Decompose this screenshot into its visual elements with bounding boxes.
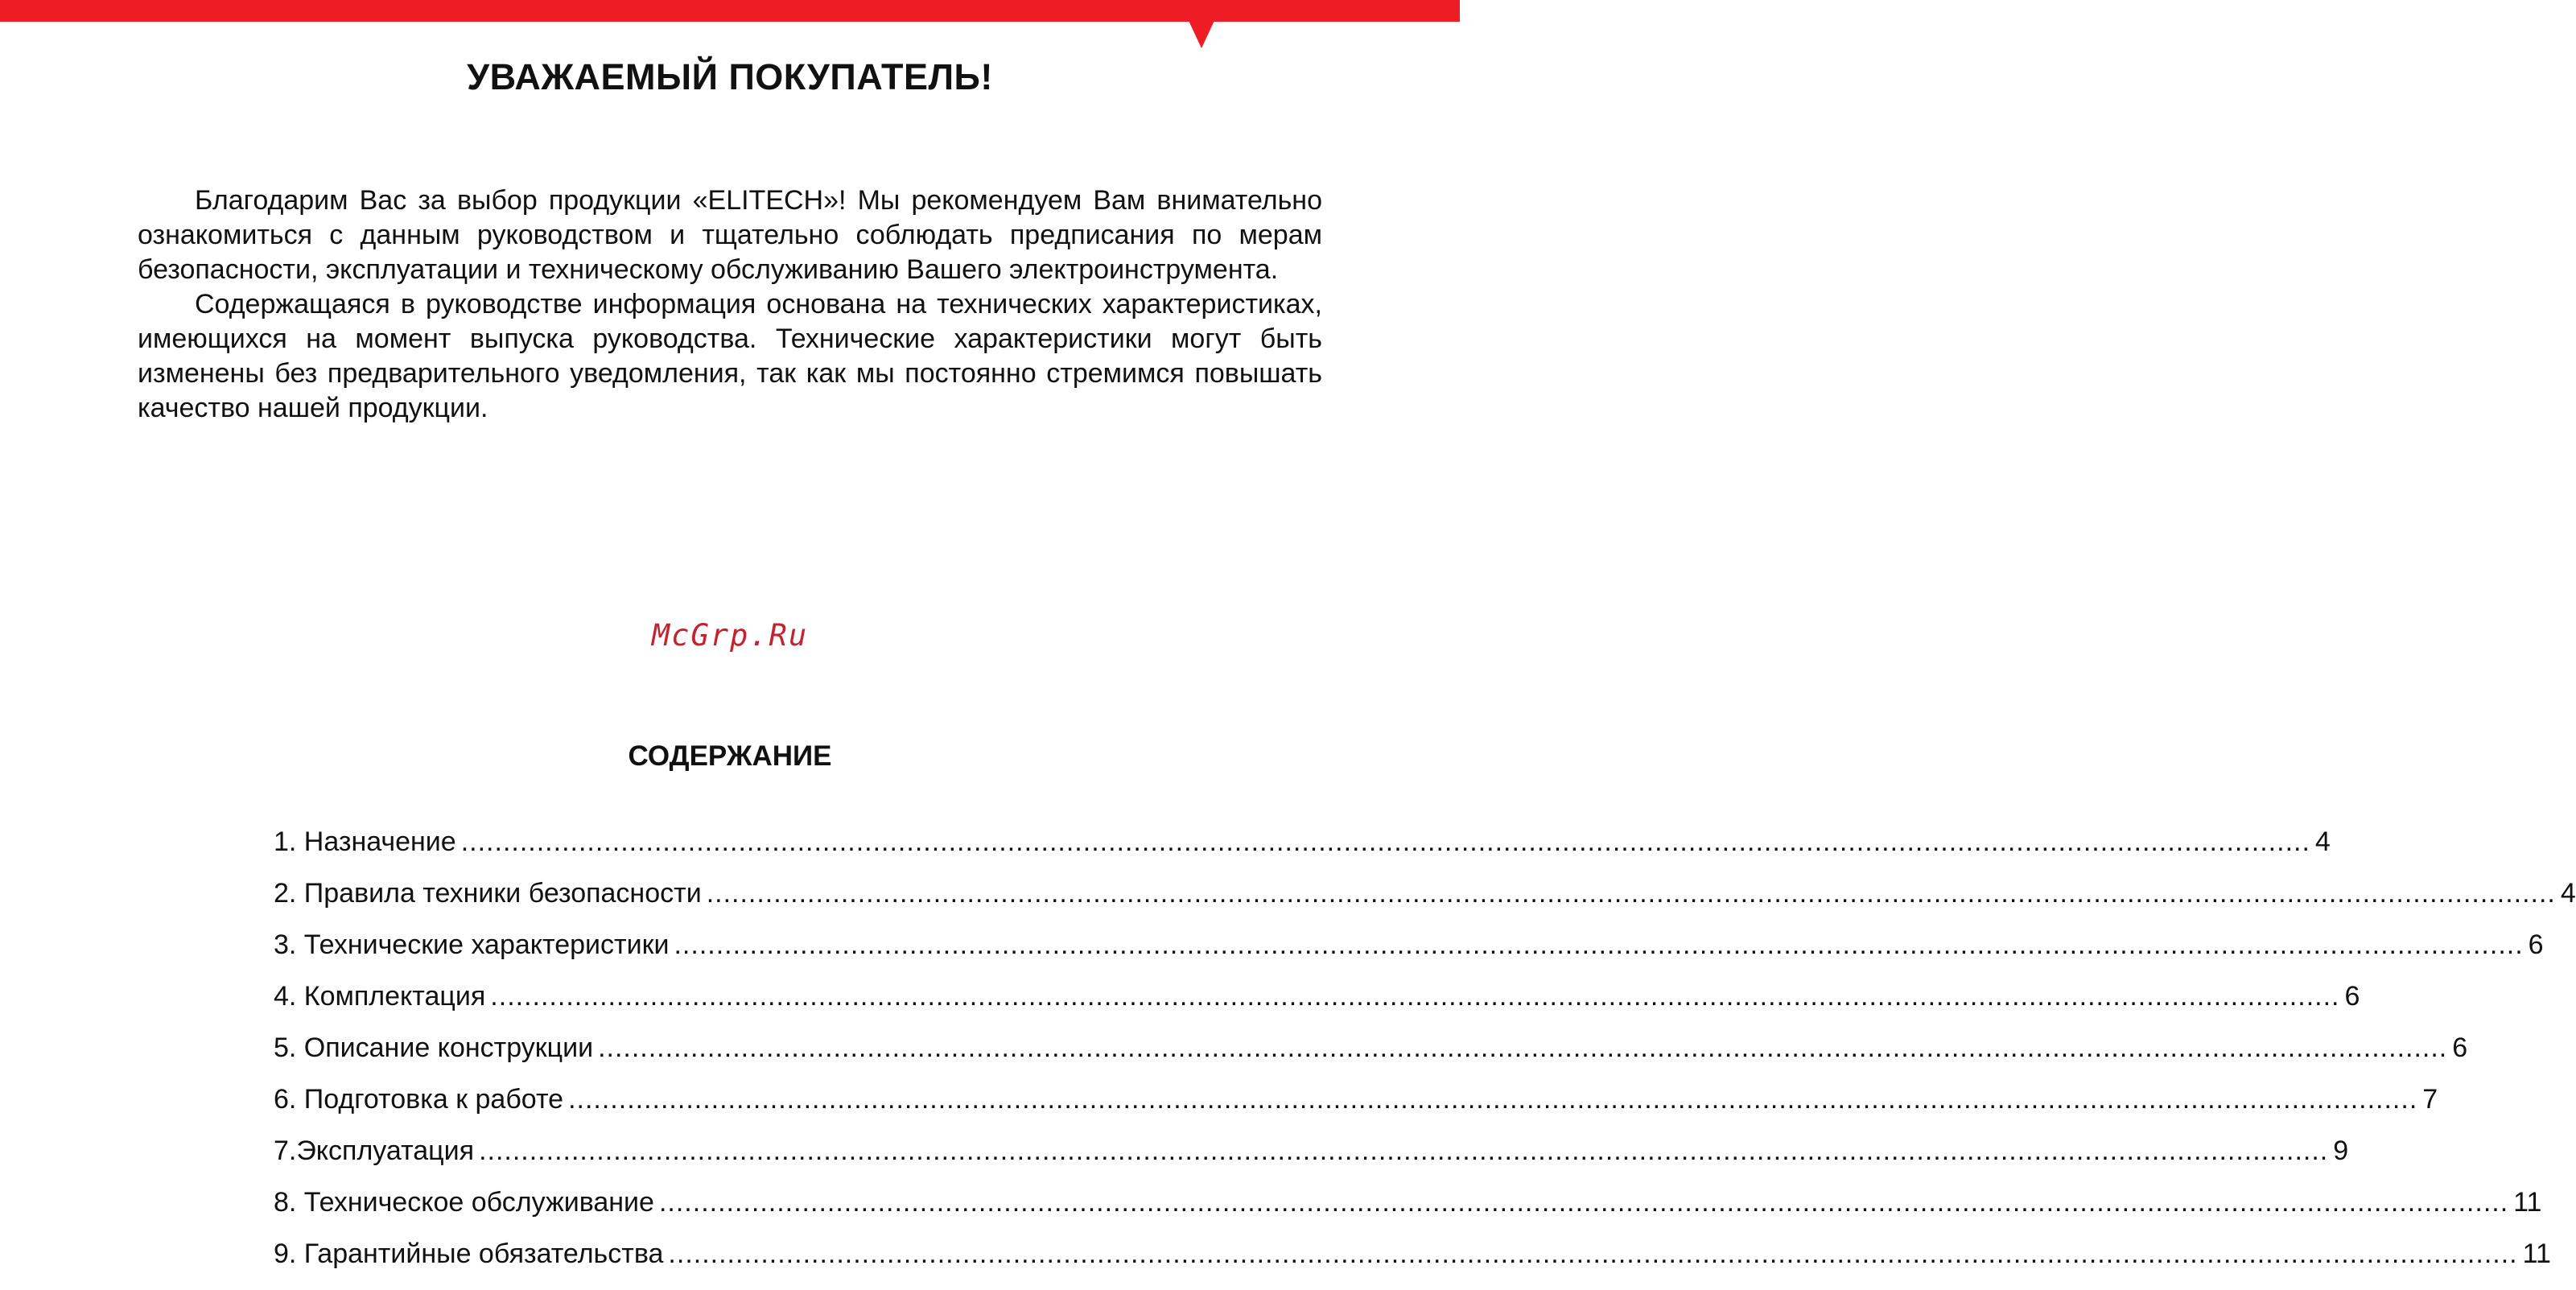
- toc-item[interactable]: [274, 929, 2544, 981]
- toc-item-label: 5. Описание конструкции: [274, 1032, 594, 1063]
- toc-item-page: 4: [2560, 878, 2576, 909]
- toc-item[interactable]: [274, 878, 2576, 929]
- intro-paragraph: Благодарим Вас за выбор продукции «ELITECH»! Мы рекомендуем Вам внимательно ознакомиться с данным руководством и тщательно соблюдать предписания по мерам безопасности, эксплуатации и техническому обслуживанию Вашего электроинструмента.: [138, 185, 1322, 285]
- toc-item-label: 4. Комплектация: [274, 981, 486, 1012]
- toc-item-page: 6: [2452, 1032, 2468, 1063]
- toc-item[interactable]: [274, 826, 2331, 878]
- toc-item-page: 11: [2522, 1238, 2551, 1269]
- toc-dot-leader: ............................................................................................................................................................................................................................: [706, 878, 2556, 909]
- toc-item[interactable]: [274, 1032, 2468, 1084]
- toc-item-label: 3. Технические характеристики: [274, 929, 670, 960]
- top-accent-notch: [1179, 0, 1224, 48]
- toc-dot-leader: ............................................................................................................................................................................................................................: [668, 1238, 2518, 1269]
- toc-dot-leader: ............................................................................................................................................................................................................................: [598, 1032, 2448, 1063]
- toc-dot-leader: ............................................................................................................................................................................................................................: [460, 826, 2310, 857]
- toc-item-page: 9: [2333, 1135, 2349, 1166]
- toc-item-page: 6: [2528, 929, 2544, 960]
- toc-item[interactable]: [274, 1238, 2551, 1290]
- toc-item-label: 7.Эксплуатация: [274, 1135, 475, 1166]
- toc-item-page: 6: [2344, 981, 2360, 1012]
- toc-item[interactable]: [274, 1187, 2542, 1238]
- toc-dot-leader: ............................................................................................................................................................................................................................: [490, 981, 2340, 1012]
- toc-dot-leader: ............................................................................................................................................................................................................................: [658, 1187, 2509, 1218]
- toc-dot-leader: ............................................................................................................................................................................................................................: [674, 929, 2524, 960]
- table-of-contents: [274, 826, 2576, 1290]
- toc-dot-leader: ............................................................................................................................................................................................................................: [479, 1135, 2329, 1166]
- page-title: УВАЖАЕМЫЙ ПОКУПАТЕЛЬ!: [467, 56, 993, 97]
- top-accent-bar: [0, 0, 1460, 22]
- toc-item[interactable]: [274, 981, 2360, 1032]
- watermark: McGrp.Ru: [651, 618, 809, 653]
- toc-title: СОДЕРЖАНИЕ: [628, 740, 832, 772]
- toc-item-label: 6. Подготовка к работе: [274, 1084, 564, 1115]
- toc-item-page: 11: [2513, 1187, 2542, 1218]
- toc-item[interactable]: [274, 1084, 2438, 1135]
- intro-text: [138, 183, 1322, 426]
- toc-item-label: 2. Правила техники безопасности: [274, 878, 702, 909]
- toc-item-page: 7: [2422, 1084, 2438, 1115]
- toc-item-label: 1. Назначение: [274, 826, 456, 857]
- toc-item-label: 8. Техническое обслуживание: [274, 1187, 654, 1218]
- toc-item[interactable]: [274, 1135, 2349, 1187]
- intro-paragraph: Содержащаяся в руководстве информация основана на технических характеристиках, имеющихся на момент выпуска руководства. Технические характеристики могут быть изменены без предварительного уведомления, так как мы постоянно стремимся повышать качество нашей продукции.: [138, 289, 1322, 423]
- toc-item-label: 9. Гарантийные обязательства: [274, 1238, 664, 1269]
- toc-dot-leader: ............................................................................................................................................................................................................................: [568, 1084, 2418, 1115]
- toc-item-page: 4: [2314, 826, 2331, 857]
